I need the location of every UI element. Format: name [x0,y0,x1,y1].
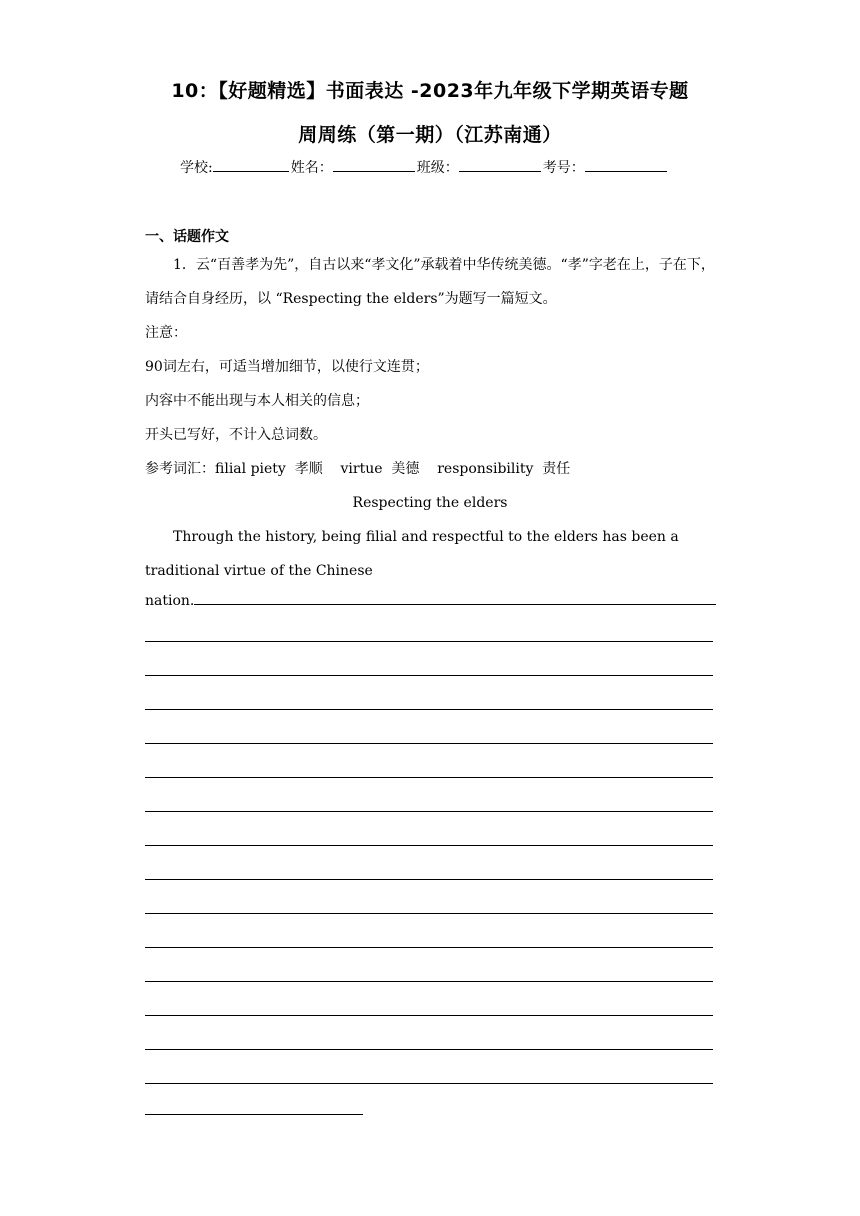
note-item-1: 90词左右，可适当增加细节，以使行文连贯； [145,359,429,375]
class-label: 班级： [416,160,459,176]
reference-vocabulary: 参考词汇：filial piety 孝顺 virtue 美德 responsibility 责任 [145,461,571,477]
answer-line[interactable] [145,777,713,778]
exam-number-label: 考号： [542,160,585,176]
answer-line[interactable] [145,1049,713,1050]
name-blank[interactable] [333,157,415,172]
answer-line[interactable] [145,811,713,812]
answer-line[interactable] [194,589,716,605]
class-blank[interactable] [459,157,541,172]
student-info-row [180,157,669,177]
school-blank[interactable] [213,157,289,172]
essay-title: Respecting the elders [352,495,508,511]
answer-line[interactable] [145,947,713,948]
answer-line[interactable] [145,879,713,880]
page-title-line-2: 周周练（第一期）（江苏南通） [298,124,562,146]
note-item-3: 开头已写好，不计入总词数。 [145,427,327,443]
exam-number-blank[interactable] [585,157,667,172]
answer-line[interactable] [145,709,713,710]
answer-line[interactable] [145,1015,713,1016]
note-label: 注意： [145,325,187,341]
answer-line[interactable] [145,675,713,676]
essay-opening: Through the history, being filial and respectful to the elders has been a traditional virtue of the Chinese [145,529,679,579]
answer-line-last[interactable] [145,1114,363,1115]
answer-line[interactable] [145,641,713,642]
answer-line[interactable] [145,1083,713,1084]
page-title-line-1: 10：【好题精选】书面表达 -2023年九年级下学期英语专题 [171,80,689,102]
school-label: 学校: [180,160,213,176]
note-item-2: 内容中不能出现与本人相关的信息； [145,393,369,409]
essay-first-line [145,588,716,614]
name-label: 姓名： [290,160,333,176]
answer-line[interactable] [145,845,713,846]
answer-line[interactable] [145,981,713,982]
essay-opening-end: nation. [145,593,195,609]
question-prompt: 1．云“百善孝为先”，自古以来“孝文化”承载着中华传统美德。“孝”字老在上，子在下，请结合自身经历，以 “Respecting the elders”为题写一篇短文。 [145,257,715,307]
answer-line[interactable] [145,743,713,744]
answer-line[interactable] [145,913,713,914]
section-heading: 一、话题作文 [145,229,229,245]
